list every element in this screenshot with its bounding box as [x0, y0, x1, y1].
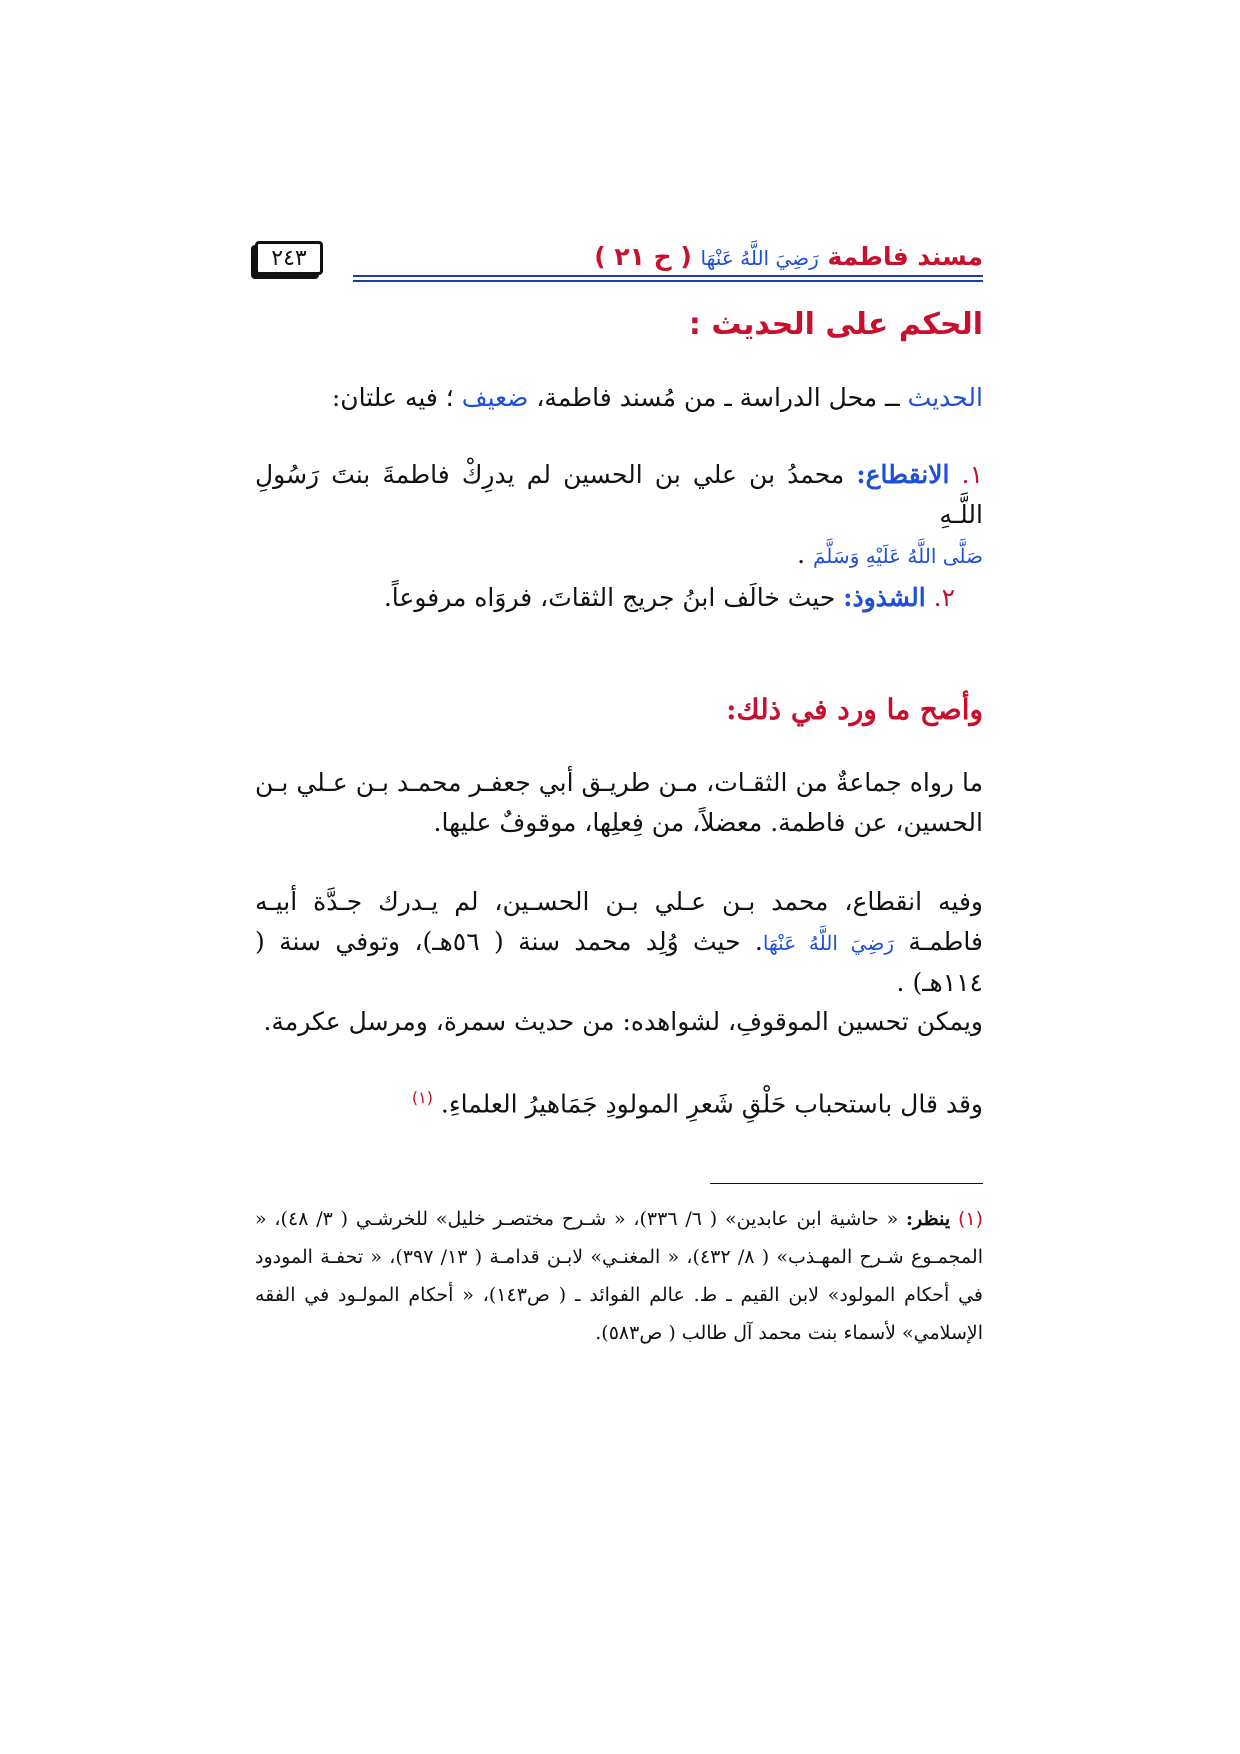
prophet-honorific: صَلَّى اللَّهُ عَلَيْهِ وَسَلَّمَ: [813, 544, 983, 568]
item-label: الشذوذ:: [843, 583, 926, 612]
footnote: [255, 1200, 983, 1352]
defect-item-2: [227, 578, 955, 618]
fatima-honorific: رَضِيَ اللَّهُ عَنْهَا: [762, 931, 894, 955]
paragraph-improvement: ويمكن تحسين الموقوفِ، لشواهده: من حديث سمرة، ومرسل عكرمة.: [263, 1007, 983, 1036]
ruling-paragraph: [255, 378, 983, 418]
header-title-text: مسند فاطمة: [827, 242, 983, 271]
ruling-text: ــ محل الدراسة ـ من مُسند فاطمة،: [528, 383, 908, 412]
ruling-text-end: ؛ فيه علتان:: [331, 383, 462, 412]
header-hadith-ref: ( ح ٢١ ): [594, 242, 692, 271]
header-title: [594, 242, 983, 275]
item-number: ٢.: [933, 583, 955, 612]
paragraph-recommendation: [255, 1078, 983, 1124]
para-text-end: . حيث وُلِد محمد سنة ( ٥٦هـ)، وتوفي سنة ( ١١٤هـ) .: [255, 927, 983, 997]
item-label: الانقطاع:: [856, 460, 950, 489]
paragraph-narration: ما رواه جماعةٌ من الثقـات، مـن طريـق أبي جعفـر محمـد بـن عـلي بـن الحسين، عن فاطمة. معضلاً، من فِعلِها، موقوفٌ عليها.: [255, 768, 983, 837]
keyword-hadith: الحديث: [907, 383, 983, 412]
para-text: وفيه انقطاع، محمد بـن عـلي بـن الحسـين، لم يـدرك جـدَّة أبيـه فاطمـة: [255, 887, 983, 956]
page-header: [255, 235, 983, 275]
defect-item-1: [255, 455, 983, 576]
item-text: حيث خالَف ابنُ جريج الثقاتَ، فروَاه مرفوعاً.: [383, 583, 844, 612]
section-title-ruling: الحكم على الحديث :: [688, 307, 983, 342]
para-text: وقد قال باستحباب حَلْقِ شَعرِ المولودِ جَمَاهيرُ العلماءِ.: [440, 1089, 983, 1119]
footnote-see: ينظر:: [906, 1208, 951, 1230]
footnote-number: (١): [957, 1208, 983, 1230]
page-number-box: [255, 241, 323, 275]
section-title-soundest: وأصح ما ورد في ذلك:: [726, 693, 983, 726]
item-number: ١.: [961, 460, 983, 489]
page-number: ٢٤٣: [271, 245, 307, 271]
item-end: .: [797, 540, 813, 569]
footnote-reference[interactable]: (١): [411, 1088, 433, 1107]
paragraph-disconnection: [255, 882, 983, 1003]
header-divider: [353, 275, 983, 282]
item-text: محمدُ بن علي بن الحسين لم يدرِكْ فاطمةَ بنتَ رَسُولِ اللَّـهِ: [255, 460, 983, 529]
keyword-weak: ضعيف: [461, 383, 529, 412]
footnote-divider: [710, 1183, 983, 1184]
header-honorific: رَضِيَ اللَّهُ عَنْهَا: [700, 246, 819, 270]
footnote-text: « حاشية ابن عابدين» ( ٦/ ٣٣٦)، « شـرح مختصـر خليل» للخرشـي ( ٣/ ٤٨)، « المجمـوع شـرح المهـذب» ( ٨/ ٤٣٢)، « المغنـي» لابـن قدامـة ( ١٣/ ٣٩٧)، « تحفـة المودود في أحكام المولود» لابن القيم ـ ط. عالم الفوائد ـ ( ص١٤٣)، « أحكام المولـود في الفقه الإسلامي» لأسماء بنت محمد آل طالب ( ص٥٨٣).: [255, 1208, 983, 1344]
